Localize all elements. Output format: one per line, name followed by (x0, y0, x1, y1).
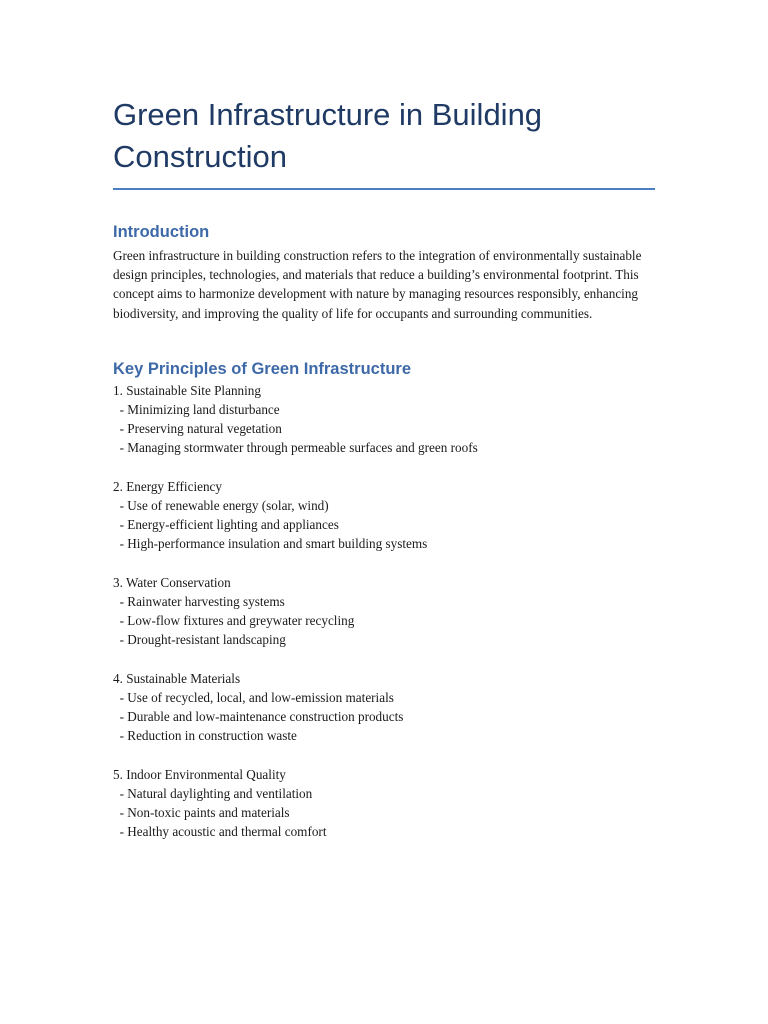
principles-list (113, 381, 655, 842)
principle-title: 2. Energy Efficiency (113, 478, 223, 494)
document-title: Green Infrastructure in Building Construction (113, 97, 543, 174)
principle-point: - Managing stormwater through permeable surfaces and green roofs (113, 440, 478, 456)
principle-point: - Use of renewable energy (solar, wind) (113, 498, 329, 514)
principle-item (113, 573, 655, 650)
principle-point: - Energy-efficient lighting and appliances (113, 517, 339, 533)
principle-item (113, 477, 655, 554)
principle-point: - Non-toxic paints and materials (113, 805, 290, 821)
title-divider (113, 188, 655, 190)
principle-point: - Reduction in construction waste (113, 728, 297, 744)
principle-point: - Drought-resistant landscaping (113, 632, 286, 648)
principle-item (113, 381, 655, 458)
principle-title: 3. Water Conservation (113, 574, 231, 590)
principle-point: - Minimizing land disturbance (113, 402, 280, 418)
principle-title: 1. Sustainable Site Planning (113, 382, 261, 398)
principle-point: - High-performance insulation and smart building systems (113, 536, 428, 552)
principle-point: - Preserving natural vegetation (113, 421, 282, 437)
introduction-paragraph: Green infrastructure in building construction refers to the integration of environmentally sustainable design principles, technologies, and materials that reduce a building’s environmental footprint. This concept aims to harmonize development with nature by managing resources responsibly, enhancing biodiversity, and improving the quality of life for occupants and surrounding communities. (113, 248, 642, 321)
principles-heading: Key Principles of Green Infrastructure (113, 359, 412, 378)
principle-point: - Low-flow fixtures and greywater recycling (113, 613, 355, 629)
principle-point: - Durable and low-maintenance construction products (113, 709, 404, 725)
principle-point: - Healthy acoustic and thermal comfort (113, 824, 327, 840)
document-page (113, 94, 655, 861)
introduction-heading: Introduction (113, 223, 210, 241)
principle-title: 5. Indoor Environmental Quality (113, 766, 286, 782)
principle-item (113, 765, 655, 842)
principle-point: - Natural daylighting and ventilation (113, 786, 313, 802)
principle-title: 4. Sustainable Materials (113, 670, 241, 686)
principle-item (113, 669, 655, 746)
principle-point: - Rainwater harvesting systems (113, 594, 285, 610)
principle-point: - Use of recycled, local, and low-emission materials (113, 690, 394, 706)
